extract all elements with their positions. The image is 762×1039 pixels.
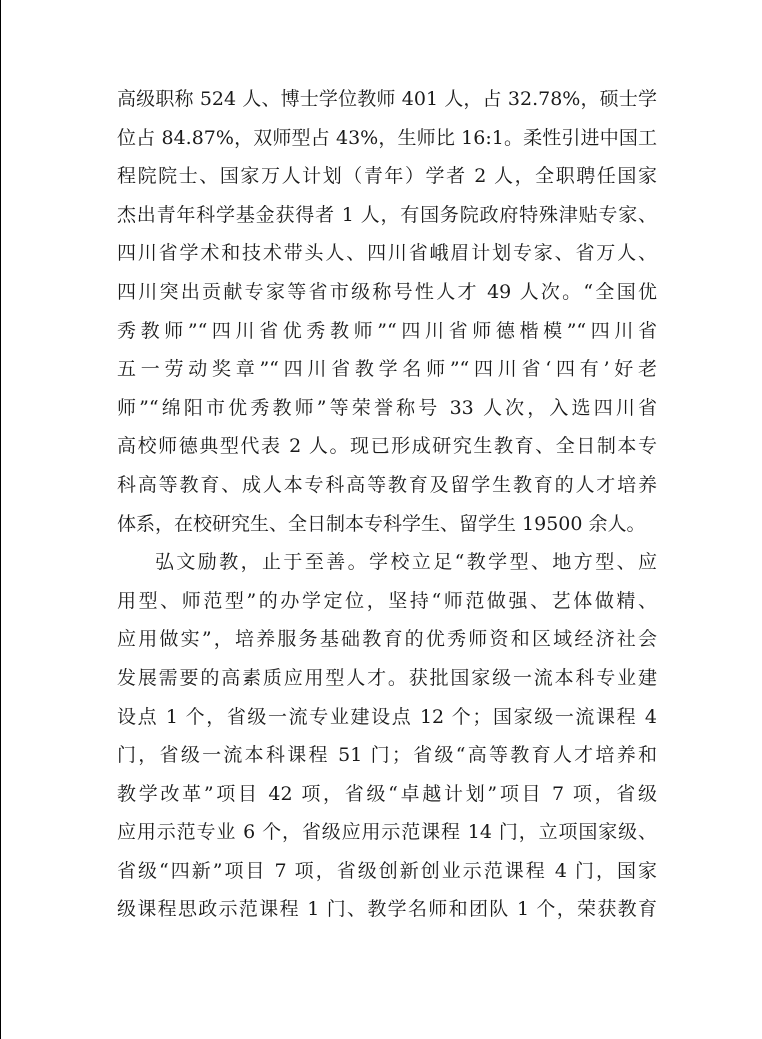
text-line: 秀教师”“四川省优秀教师”“四川省师德楷模”“四川省 <box>117 319 657 342</box>
text-line: 程院院士、国家万人计划（青年）学者 2 人，全职聘任国家 <box>117 165 657 188</box>
text-line: 高校师德典型代表 2 人。现已形成研究生教育、全日制本专 <box>117 435 657 458</box>
text-line: 省级“四新”项目 7 项，省级创新创业示范课程 4 门，国家 <box>117 859 657 882</box>
text-line: 应用示范专业 6 个，省级应用示范课程 14 门，立项国家级、 <box>117 821 657 844</box>
text-line: 级课程思政示范课程 1 门、教学名师和团队 1 个，荣获教育 <box>117 898 657 921</box>
text-line: 位占 84.87%，双师型占 43%，生师比 16:1。柔性引进中国工 <box>117 126 657 149</box>
text-line: 门，省级一流本科课程 51 门；省级“高等教育人才培养和 <box>117 744 657 767</box>
text-line: 师”“绵阳市优秀教师”等荣誉称号 33 人次，入选四川省 <box>117 396 657 419</box>
text-line: 教学改革”项目 42 项，省级“卓越计划”项目 7 项，省级 <box>117 782 657 805</box>
text-line: 用型、师范型”的办学定位，坚持“师范做强、艺体做精、 <box>117 589 657 612</box>
body-text <box>117 80 657 929</box>
text-line: 体系，在校研究生、全日制本专科学生、留学生 19500 余人。 <box>117 512 646 535</box>
text-line: 科高等教育、成人本专科高等教育及留学生教育的人才培养 <box>117 473 657 496</box>
text-line: 应用做实”，培养服务基础教育的优秀师资和区域经济社会 <box>117 628 657 651</box>
text-line: 设点 1 个，省级一流专业建设点 12 个；国家级一流课程 4 <box>117 705 657 728</box>
text-line: 高级职称 524 人、博士学位教师 401 人，占 32.78%，硕士学 <box>117 88 657 110</box>
text-line: 五一劳动奖章”“四川省教学名师”“四川省‘四有’好老 <box>117 358 657 381</box>
text-line: 杰出青年科学基金获得者 1 人，有国务院政府特殊津贴专家、 <box>117 203 657 226</box>
text-line: 四川突出贡献专家等省市级称号性人才 49 人次。“全国优 <box>117 280 657 303</box>
text-line: 弘文励教，止于至善。学校立足“教学型、地方型、应 <box>155 551 657 574</box>
paragraph-teaching <box>117 543 657 929</box>
paragraph-faculty <box>117 80 657 543</box>
text-line: 四川省学术和技术带头人、四川省峨眉计划专家、省万人、 <box>117 242 657 265</box>
text-line: 发展需要的高素质应用型人才。获批国家级一流本科专业建 <box>117 666 657 689</box>
